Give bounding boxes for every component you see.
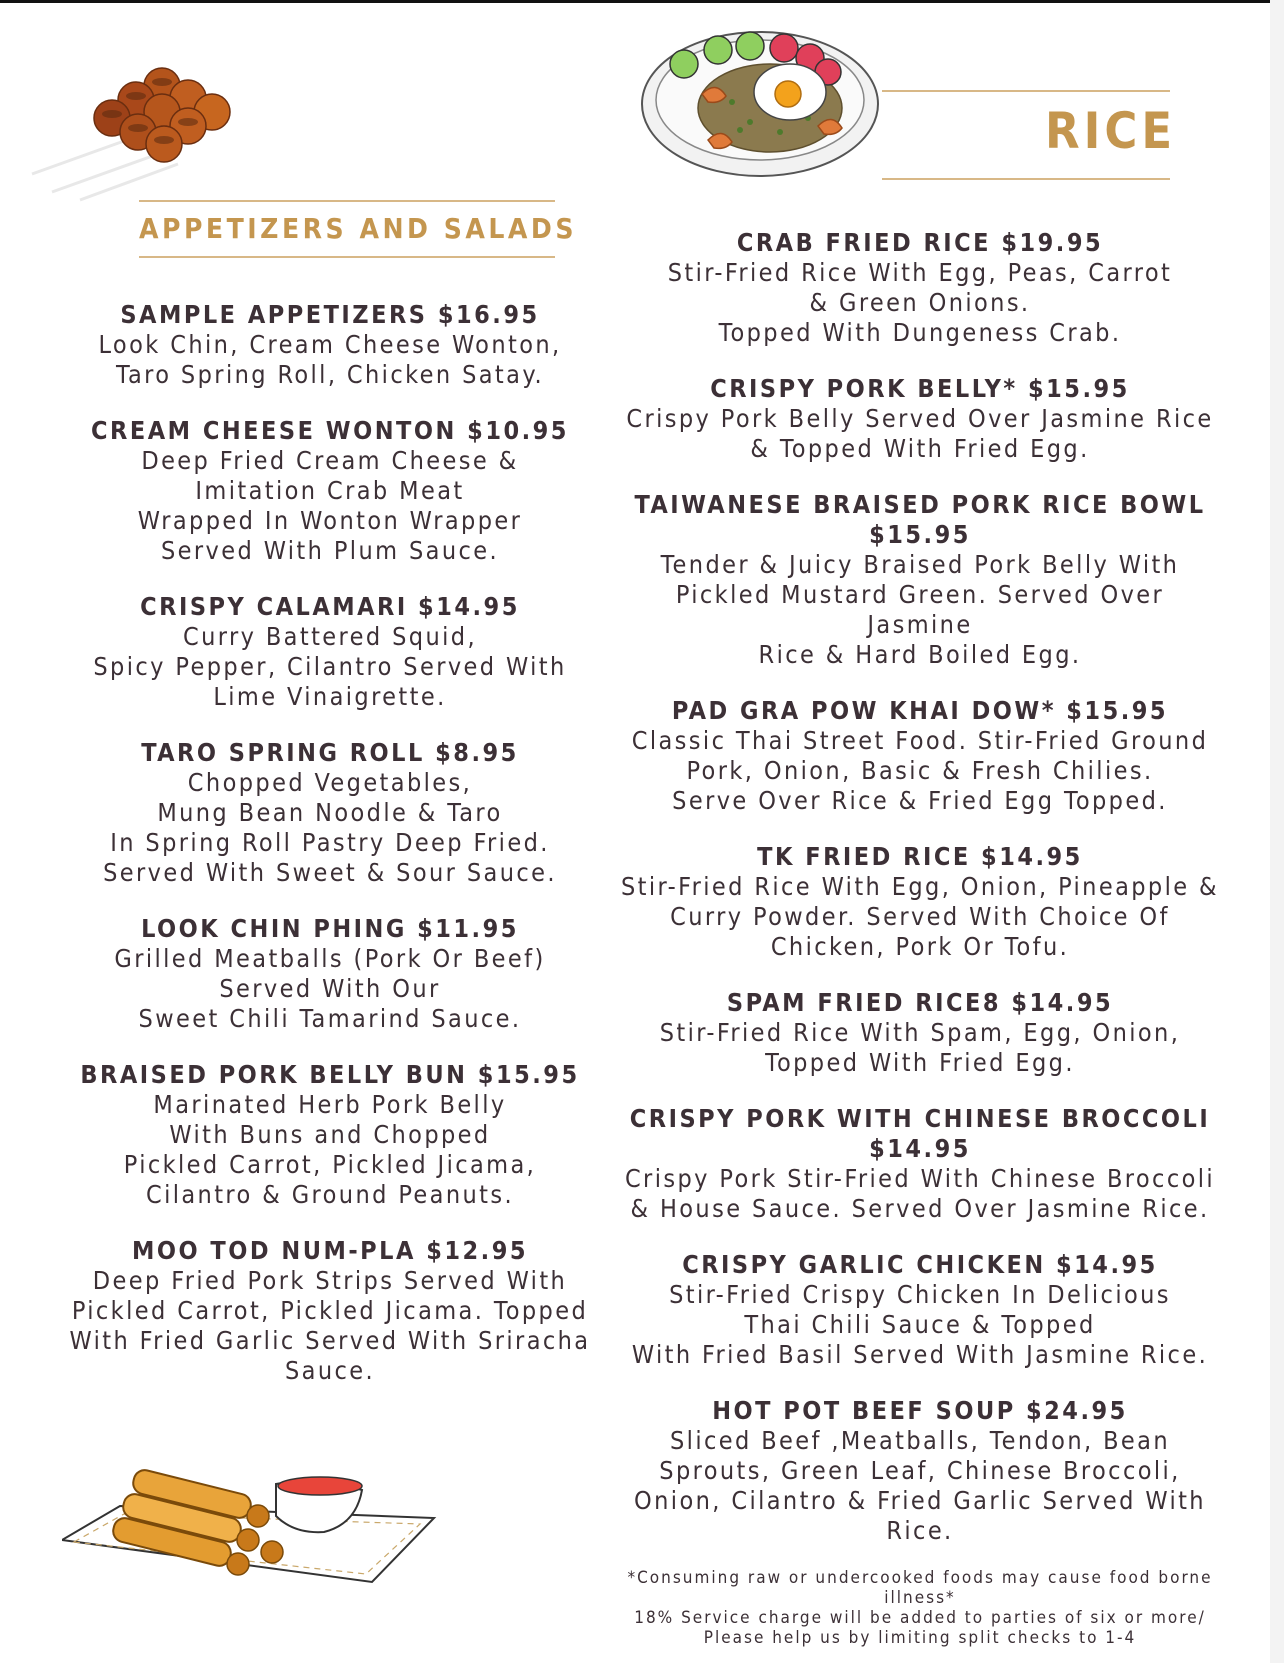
- menu-item-title: MOO TOD NUM-PLA $12.95: [131, 1236, 529, 1265]
- spring-roll-plate-icon: [62, 1462, 442, 1612]
- menu-item-title: BRAISED PORK BELLY BUN $15.95: [80, 1060, 580, 1089]
- menu-item-description: Stir-Fried Crispy Chicken In Delicious Thai Chili Sauce & Topped With Fried Basil Served With Jasmine Rice.: [631, 1280, 1209, 1369]
- menu-item-description: Deep Fried Pork Strips Served With Pickled Carrot, Pickled Jicama. Topped With Fried Garlic Served With Sriracha Sauce.: [69, 1266, 591, 1385]
- menu-item-description: Deep Fried Cream Cheese & Imitation Crab Meat Wrapped In Wonton Wrapper Served With Plum Sauce.: [137, 446, 523, 565]
- menu-item: [60, 738, 600, 888]
- menu-item-description: Curry Battered Squid, Spicy Pepper, Cilantro Served With Lime Vinaigrette.: [93, 622, 567, 711]
- rice-rule-bottom: [882, 178, 1170, 180]
- menu-item: [60, 592, 600, 712]
- menu-item-title: HOT POT BEEF SOUP $24.95: [712, 1396, 1128, 1425]
- menu-item-description: Sliced Beef ,Meatballs, Tendon, Bean Sprouts, Green Leaf, Chinese Broccoli, Onion, Cilantro & Fried Garlic Served With Rice.: [634, 1426, 1206, 1545]
- menu-item-description: Look Chin, Cream Cheese Wonton, Taro Spring Roll, Chicken Satay.: [98, 330, 562, 389]
- menu-item: [60, 416, 600, 566]
- menu-item-description: Tender & Juicy Braised Pork Belly With Pickled Mustard Green. Served Over Jasmine Rice & Hard Boiled Egg.: [660, 550, 1180, 669]
- menu-item-description: Stir-Fried Rice With Egg, Onion, Pineapple & Curry Powder. Served With Choice Of Chicken, Pork Or Tofu.: [620, 872, 1219, 961]
- menu-item-title: SPAM FRIED RICE8 $14.95: [726, 988, 1114, 1017]
- menu-item-title: CRAB FRIED RICE $19.95: [736, 228, 1104, 257]
- menu-item-description: Crispy Pork Stir-Fried With Chinese Broccoli & House Sauce. Served Over Jasmine Rice.: [624, 1164, 1216, 1223]
- menu-item: [620, 696, 1220, 816]
- menu-item: [620, 228, 1220, 348]
- menu-item-title: CRISPY PORK BELLY* $15.95: [710, 374, 1130, 403]
- menu-item: [620, 842, 1220, 962]
- menu-item: [620, 1250, 1220, 1370]
- menu-item-title: CRISPY CALAMARI $14.95: [140, 592, 520, 621]
- menu-item-title: TARO SPRING ROLL $8.95: [141, 738, 519, 767]
- rice-rule-top: [882, 90, 1170, 92]
- menu-item: [620, 374, 1220, 464]
- menu-item-title: CRISPY GARLIC CHICKEN $14.95: [682, 1250, 1158, 1279]
- service-disclaimer: *Consuming raw or undercooked foods may cause food borne illness* 18% Service charge will be added to parties of six or more/ Please help us by limiting split checks to 1-4: [627, 1568, 1213, 1648]
- top-border: [0, 0, 1284, 3]
- menu-item-description: Marinated Herb Pork Belly With Buns and Chopped Pickled Carrot, Pickled Jicama, Cilantro & Ground Peanuts.: [123, 1090, 537, 1209]
- right-edge-strip: [1270, 0, 1284, 1663]
- menu-item: [620, 1104, 1220, 1224]
- menu-item: [620, 988, 1220, 1078]
- menu-item-title: SAMPLE APPETIZERS $16.95: [120, 300, 540, 329]
- menu-item-title: LOOK CHIN PHING $11.95: [141, 914, 519, 943]
- meatball-skewer-icon: [28, 66, 258, 206]
- menu-item-title: TK FRIED RICE $14.95: [757, 842, 1083, 871]
- menu-item-description: Classic Thai Street Food. Stir-Fried Ground Pork, Onion, Basic & Fresh Chilies. Serve Over Rice & Fried Egg Topped.: [631, 726, 1209, 815]
- menu-item: [60, 1236, 600, 1386]
- rice-heading: RICE: [1045, 102, 1177, 160]
- menu-item: [60, 300, 600, 390]
- menu-item-title: CREAM CHEESE WONTON $10.95: [91, 416, 569, 445]
- menu-item-description: Chopped Vegetables, Mung Bean Noodle & Taro In Spring Roll Pastry Deep Fried. Served With Sweet & Sour Sauce.: [103, 768, 557, 887]
- menu-item: [620, 1396, 1220, 1546]
- appetizers-heading: APPETIZERS AND SALADS: [139, 212, 577, 245]
- menu-item-description: Grilled Meatballs (Pork Or Beef) Served With Our Sweet Chili Tamarind Sauce.: [114, 944, 546, 1033]
- rice-list: [620, 228, 1220, 1572]
- menu-item-title: CRISPY PORK WITH CHINESE BROCCOLI $14.95: [629, 1104, 1211, 1163]
- menu-item-description: Stir-Fried Rice With Egg, Peas, Carrot & Green Onions. Topped With Dungeness Crab.: [667, 258, 1173, 347]
- appetizers-rule-top: [139, 200, 555, 202]
- appetizers-list: [60, 300, 600, 1412]
- menu-item: [60, 1060, 600, 1210]
- menu-item-description: Crispy Pork Belly Served Over Jasmine Rice & Topped With Fried Egg.: [626, 404, 1214, 463]
- menu-item: [60, 914, 600, 1034]
- menu-item: [620, 490, 1220, 670]
- menu-item-description: Stir-Fried Rice With Spam, Egg, Onion, Topped With Fried Egg.: [659, 1018, 1181, 1077]
- menu-item-title: TAIWANESE BRAISED PORK RICE BOWL $15.95: [634, 490, 1206, 549]
- menu-item-title: PAD GRA POW KHAI DOW* $15.95: [671, 696, 1169, 725]
- fried-rice-plate-icon: [640, 22, 880, 182]
- appetizers-rule-bottom: [139, 256, 555, 258]
